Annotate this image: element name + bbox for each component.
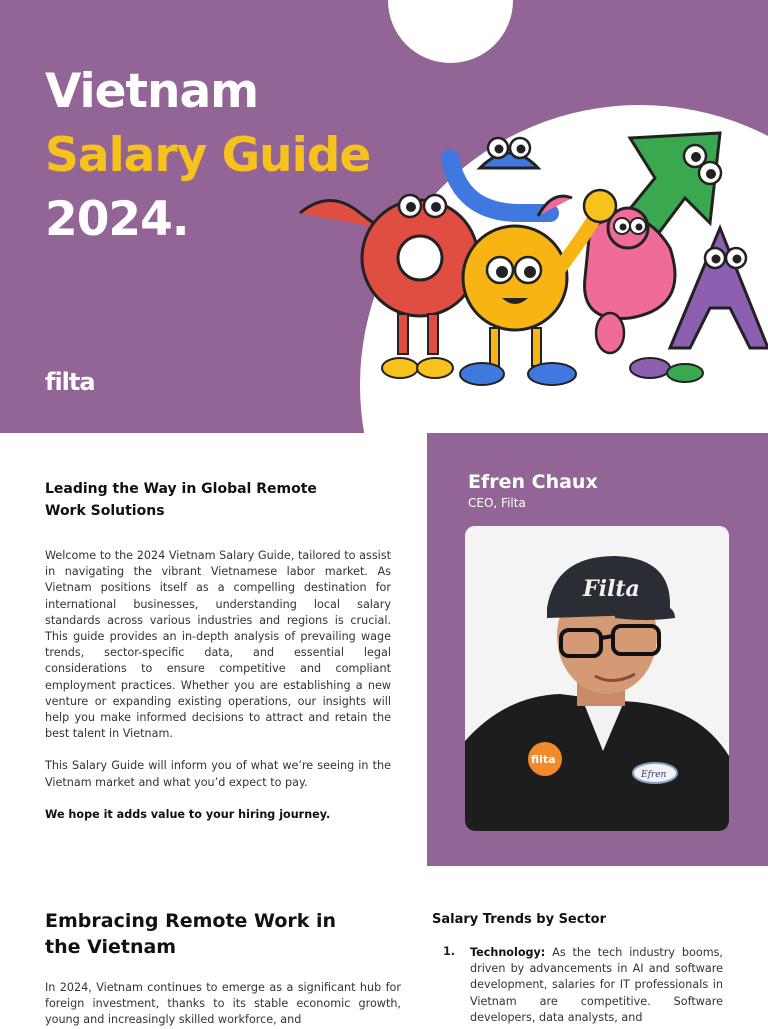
intro-heading-line2: Work Solutions (45, 503, 165, 519)
cap-text: Filta (583, 576, 640, 602)
salary-trends-section (432, 912, 723, 1026)
hero-title-line3: 2024. (45, 192, 189, 247)
list-item-label: Technology: (470, 946, 546, 959)
badge-text: filta (531, 753, 556, 766)
remote-heading-line1: Embracing Remote Work in (45, 910, 337, 932)
ceo-name: Efren Chaux (468, 471, 598, 493)
hero-title-line1: Vietnam (45, 64, 259, 119)
intro-heading (45, 478, 391, 522)
intro-heading-line1: Leading the Way in Global Remote (45, 481, 317, 497)
list-item-number: 1. (443, 945, 456, 958)
hero-banner (0, 0, 768, 433)
trends-heading: Salary Trends by Sector (432, 912, 607, 927)
remote-paragraph: In 2024, Vietnam continues to emerge as a significant hub for foreign investment, thanks to its stable economic growth, young and increasingly skilled workforce, and (45, 981, 401, 1027)
ceo-photo (465, 526, 729, 831)
intro-closing: We hope it adds value to your hiring journey. (45, 807, 331, 821)
remote-work-section (45, 908, 401, 1029)
list-item (432, 945, 723, 1026)
intro-paragraph: Welcome to the 2024 Vietnam Salary Guide, tailored to assist in navigating the vibrant Vietnamese labor market. As Vietnam positions itself as a compelling destination for international businesses, understanding local salary standards across various industries and regions is crucial. This guide provides an in-depth analysis of prevailing wage trends, sector-specific data, and essential legal considerations to ensure competitive and compliant employment practices. Whether you are establishing a new venture or expanding existing operations, our insights will help you make informed decisions to attract and retain the best talent in Vietnam. (45, 549, 391, 741)
decorative-circle (388, 0, 513, 63)
ceo-role: CEO, Filta (468, 496, 526, 510)
list-item-body: As the tech industry booms, driven by advancements in AI and software development, salaries for IT professionals in Vietnam are competitive. Software developers, data analysts, and (470, 946, 723, 1024)
intro-section (45, 478, 391, 839)
ceo-portrait (465, 526, 729, 831)
red-o-mascot (300, 195, 478, 378)
blue-mascot (450, 138, 550, 213)
list-item-text (470, 945, 723, 1026)
hero-title-line2: Salary Guide (45, 128, 371, 183)
ceo-panel (427, 433, 768, 866)
filta-logo: filta (45, 368, 95, 396)
name-tag-text: Efren (641, 770, 667, 780)
intro-paragraph-2: This Salary Guide will inform you of what we’re seeing in the Vietnam market and what you’d expect to pay. (45, 759, 391, 789)
remote-heading-line2: the Vietnam (45, 936, 177, 958)
mascot-illustration (290, 118, 768, 398)
remote-heading (45, 908, 401, 960)
